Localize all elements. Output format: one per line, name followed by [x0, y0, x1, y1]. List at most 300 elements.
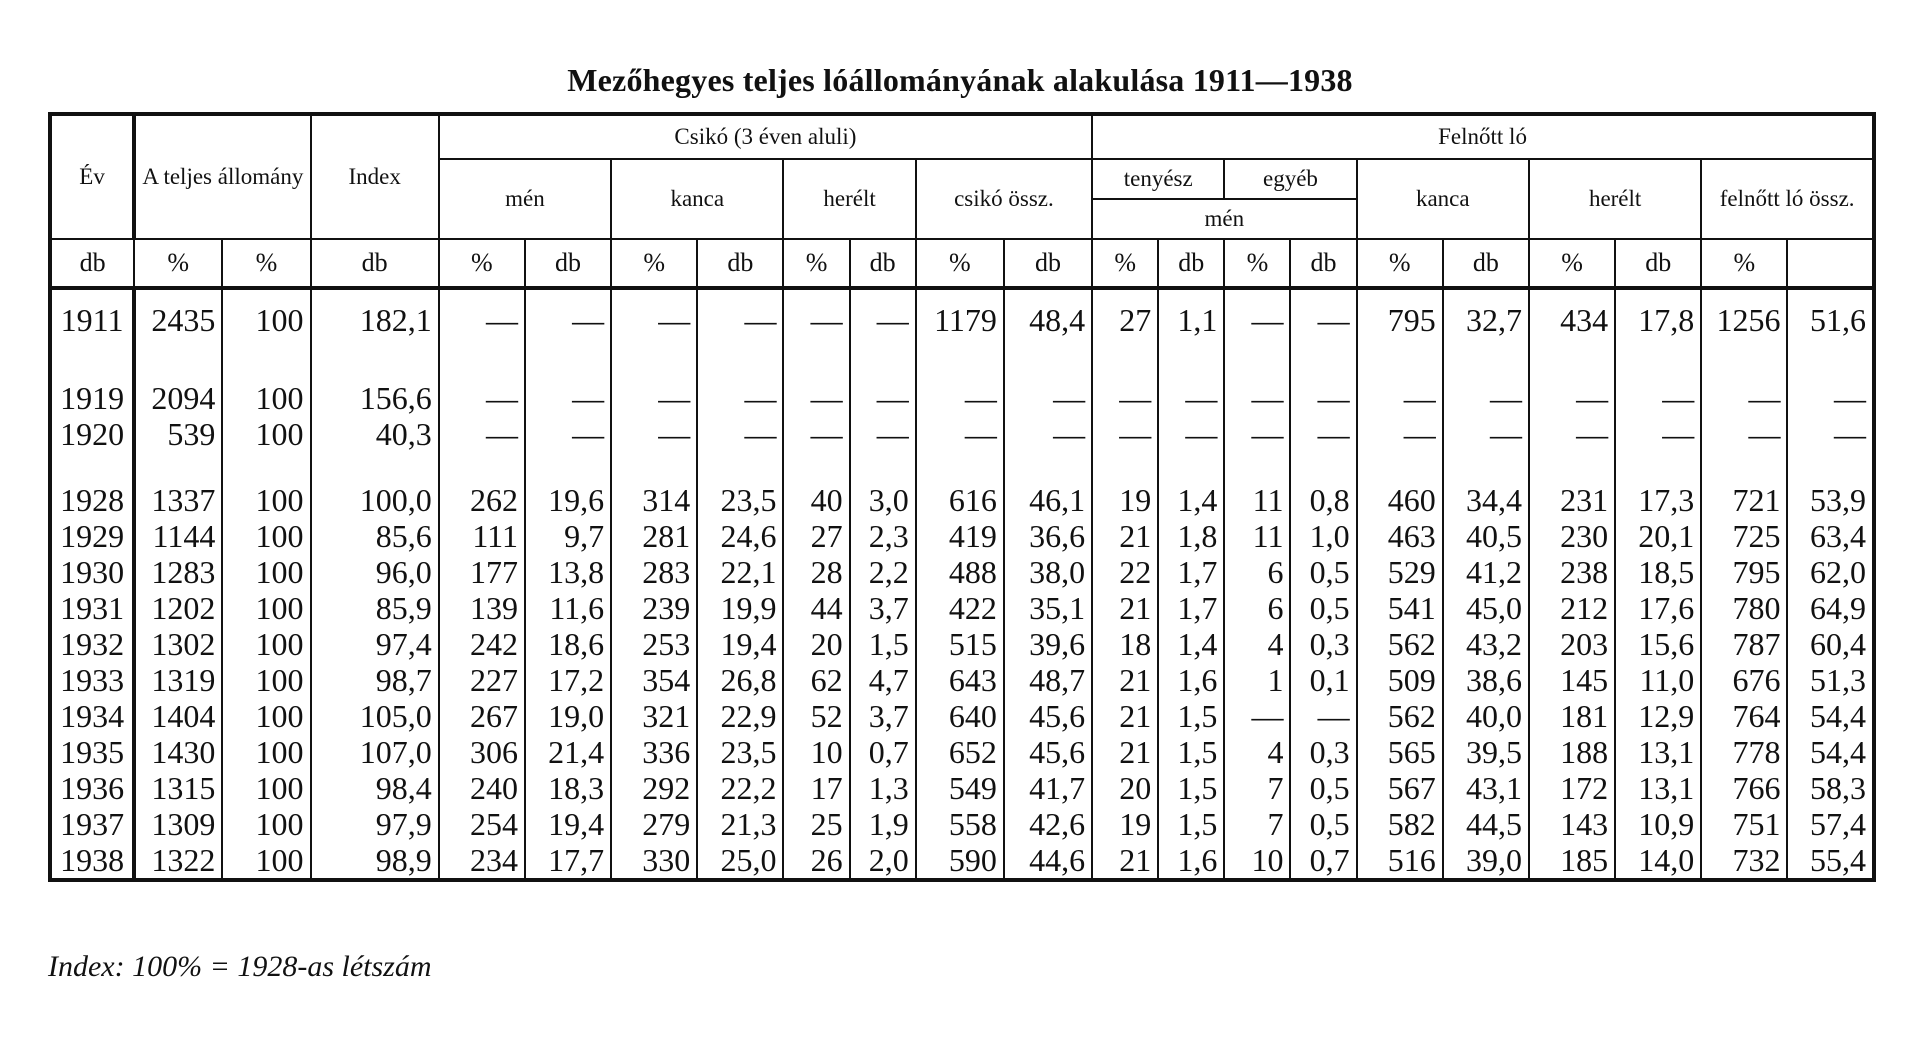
table-row	[50, 380, 1874, 416]
table-row	[50, 698, 1874, 734]
table-cell: 156,6	[311, 380, 439, 416]
table-cell: 23,5	[697, 482, 783, 518]
table-cell: 4,7	[850, 662, 916, 698]
table-cell: 100	[222, 770, 310, 806]
table-cell: —	[1158, 416, 1224, 452]
table-cell: 52	[783, 698, 849, 734]
table-cell: 35,1	[1004, 590, 1092, 626]
unit-header-cell: %	[783, 239, 849, 288]
year-cell: 1920	[50, 416, 134, 452]
table-cell: —	[1701, 416, 1787, 452]
table-cell: 100	[222, 842, 310, 880]
table-cell: 100	[222, 518, 310, 554]
table-cell: 21	[1092, 842, 1158, 880]
table-cell: 1319	[134, 662, 222, 698]
table-cell: —	[525, 380, 611, 416]
table-cell: 3,7	[850, 698, 916, 734]
table-cell: 20,1	[1615, 518, 1701, 554]
unit-header-cell: db	[525, 239, 611, 288]
unit-header-cell: %	[134, 239, 222, 288]
table-cell: 1337	[134, 482, 222, 518]
table-cell: 38,6	[1443, 662, 1529, 698]
table-cell: 19	[1092, 482, 1158, 518]
table-cell: 780	[1701, 590, 1787, 626]
table-cell: —	[850, 380, 916, 416]
table-cell: 3,7	[850, 590, 916, 626]
header-egyeb: egyéb	[1224, 159, 1356, 199]
year-cell: 1929	[50, 518, 134, 554]
table-cell: 40,0	[1443, 698, 1529, 734]
table-cell: —	[525, 416, 611, 452]
unit-header-cell: %	[611, 239, 697, 288]
table-cell: 281	[611, 518, 697, 554]
header-csiko: Csikó (3 éven aluli)	[439, 114, 1092, 159]
table-cell: 27	[1092, 288, 1158, 350]
unit-header-cell: %	[1701, 239, 1787, 288]
year-cell: 1931	[50, 590, 134, 626]
table-cell: 17,2	[525, 662, 611, 698]
table-cell: 0,5	[1290, 806, 1356, 842]
table-cell: 100	[222, 482, 310, 518]
table-cell: 354	[611, 662, 697, 698]
table-cell: 11	[1224, 518, 1290, 554]
table-cell: 13,1	[1615, 734, 1701, 770]
table-cell: 1,4	[1158, 626, 1224, 662]
table-row	[50, 626, 1874, 662]
table-cell: 267	[439, 698, 525, 734]
table-cell: 100	[222, 662, 310, 698]
table-cell: 1,3	[850, 770, 916, 806]
table-cell: —	[916, 380, 1004, 416]
table-cell: 787	[1701, 626, 1787, 662]
table-cell: 766	[1701, 770, 1787, 806]
table-cell: 48,4	[1004, 288, 1092, 350]
table-cell: 565	[1357, 734, 1443, 770]
table-cell: 562	[1357, 626, 1443, 662]
table-cell: —	[525, 288, 611, 350]
table-cell: 590	[916, 842, 1004, 880]
table-cell: 21,4	[525, 734, 611, 770]
table-cell: 306	[439, 734, 525, 770]
table-cell: —	[850, 288, 916, 350]
table-cell: 100	[222, 416, 310, 452]
table-cell: 143	[1529, 806, 1615, 842]
table-cell: —	[1224, 380, 1290, 416]
table-cell: 516	[1357, 842, 1443, 880]
table-cell: 44,6	[1004, 842, 1092, 880]
table-cell: 283	[611, 554, 697, 590]
table-cell: —	[439, 380, 525, 416]
table-cell: —	[611, 288, 697, 350]
table-cell: 22,9	[697, 698, 783, 734]
table-cell: —	[1224, 698, 1290, 734]
table-cell: 172	[1529, 770, 1615, 806]
table-cell: 54,4	[1787, 734, 1874, 770]
table-cell: —	[1529, 380, 1615, 416]
table-cell: 45,6	[1004, 698, 1092, 734]
table-cell: 1315	[134, 770, 222, 806]
table-cell: 1,4	[1158, 482, 1224, 518]
table-cell: 85,9	[311, 590, 439, 626]
table-cell: 9,7	[525, 518, 611, 554]
table-cell: 721	[1701, 482, 1787, 518]
table-cell: —	[1004, 416, 1092, 452]
table-cell: 21	[1092, 662, 1158, 698]
spacer-row	[50, 452, 1874, 482]
unit-header-cell: db	[1158, 239, 1224, 288]
table-cell: —	[1224, 288, 1290, 350]
table-cell: 100	[222, 380, 310, 416]
table-cell: 36,6	[1004, 518, 1092, 554]
table-cell: 238	[1529, 554, 1615, 590]
header-felnott-men: mén	[1092, 199, 1357, 239]
table-cell: 53,9	[1787, 482, 1874, 518]
table-cell: 13,8	[525, 554, 611, 590]
table-cell: 43,2	[1443, 626, 1529, 662]
table-cell: 562	[1357, 698, 1443, 734]
table-cell: 177	[439, 554, 525, 590]
table-cell: 515	[916, 626, 1004, 662]
table-cell: 764	[1701, 698, 1787, 734]
year-cell: 1928	[50, 482, 134, 518]
table-cell: 63,4	[1787, 518, 1874, 554]
table-cell: 12,9	[1615, 698, 1701, 734]
table-cell: 98,7	[311, 662, 439, 698]
table-cell: 253	[611, 626, 697, 662]
table-cell: 6	[1224, 590, 1290, 626]
header-csiko-men: mén	[439, 159, 611, 239]
table-cell: —	[439, 416, 525, 452]
table-cell: —	[1787, 380, 1874, 416]
table-cell: 41,2	[1443, 554, 1529, 590]
table-cell: 21	[1092, 698, 1158, 734]
table-cell: 279	[611, 806, 697, 842]
table-cell: 145	[1529, 662, 1615, 698]
table-cell: 41,7	[1004, 770, 1092, 806]
unit-header-cell: %	[439, 239, 525, 288]
table-cell: 0,5	[1290, 770, 1356, 806]
table-cell: 2,2	[850, 554, 916, 590]
table-cell: 2,3	[850, 518, 916, 554]
table-cell: —	[916, 416, 1004, 452]
table-cell: 1,5	[850, 626, 916, 662]
header-ev: Év	[50, 114, 134, 239]
table-cell: 26,8	[697, 662, 783, 698]
table-cell: 100	[222, 590, 310, 626]
table-cell: 529	[1357, 554, 1443, 590]
table-cell: —	[783, 288, 849, 350]
table-cell: 22,2	[697, 770, 783, 806]
table-cell: 539	[134, 416, 222, 452]
table-cell: 17,7	[525, 842, 611, 880]
table-cell: 100	[222, 698, 310, 734]
table-row	[50, 770, 1874, 806]
table-cell: 314	[611, 482, 697, 518]
header-felnott-herelt: herélt	[1529, 159, 1701, 239]
table-cell: 51,3	[1787, 662, 1874, 698]
table-cell: 11	[1224, 482, 1290, 518]
header-csiko-herelt: herélt	[783, 159, 915, 239]
table-cell: 6	[1224, 554, 1290, 590]
table-cell: —	[1290, 288, 1356, 350]
table-cell: 240	[439, 770, 525, 806]
table-cell: 1322	[134, 842, 222, 880]
header-csiko-ossz: csikó össz.	[916, 159, 1092, 239]
table-cell: 18,3	[525, 770, 611, 806]
unit-header-cell: db	[1290, 239, 1356, 288]
unit-header-cell: %	[916, 239, 1004, 288]
table-cell: 45,6	[1004, 734, 1092, 770]
table-cell: 40,3	[311, 416, 439, 452]
table-cell: —	[697, 416, 783, 452]
table-cell: 17,6	[1615, 590, 1701, 626]
table-cell: 54,4	[1787, 698, 1874, 734]
table-cell: 17,3	[1615, 482, 1701, 518]
table-cell: 39,6	[1004, 626, 1092, 662]
table-cell: 2435	[134, 288, 222, 350]
unit-header-cell: db	[1443, 239, 1529, 288]
table-cell: 725	[1701, 518, 1787, 554]
table-cell: 34,4	[1443, 482, 1529, 518]
header-teljes-allomany: A teljes állomány	[134, 114, 310, 239]
table-cell: 139	[439, 590, 525, 626]
table-cell: 17,8	[1615, 288, 1701, 350]
table-cell: 643	[916, 662, 1004, 698]
table-cell: 541	[1357, 590, 1443, 626]
table-cell: —	[1004, 380, 1092, 416]
table-cell: 0,3	[1290, 626, 1356, 662]
table-cell: 185	[1529, 842, 1615, 880]
table-cell: —	[1443, 416, 1529, 452]
table-cell: 60,4	[1787, 626, 1874, 662]
table-cell: 1202	[134, 590, 222, 626]
table-cell: 46,1	[1004, 482, 1092, 518]
table-cell: 0,3	[1290, 734, 1356, 770]
table-cell: 100,0	[311, 482, 439, 518]
table-cell: —	[1290, 380, 1356, 416]
unit-header-cell: db	[50, 239, 134, 288]
table-cell: 57,4	[1787, 806, 1874, 842]
table-cell: 20	[783, 626, 849, 662]
table-cell: 39,0	[1443, 842, 1529, 880]
table-cell: 4	[1224, 626, 1290, 662]
table-cell: 25	[783, 806, 849, 842]
table-cell: 778	[1701, 734, 1787, 770]
table-cell: 19,9	[697, 590, 783, 626]
table-cell: 1,8	[1158, 518, 1224, 554]
year-cell: 1932	[50, 626, 134, 662]
table-cell: 45,0	[1443, 590, 1529, 626]
table-cell: 18	[1092, 626, 1158, 662]
table-row	[50, 590, 1874, 626]
horse-stock-table	[48, 112, 1876, 882]
table-cell: —	[783, 416, 849, 452]
table-cell: 1144	[134, 518, 222, 554]
table-cell: 18,6	[525, 626, 611, 662]
table-cell: —	[611, 416, 697, 452]
table-cell: —	[1357, 416, 1443, 452]
table-cell: —	[783, 380, 849, 416]
table-cell: 21	[1092, 734, 1158, 770]
table-cell: 19,4	[697, 626, 783, 662]
table-row	[50, 288, 1874, 350]
table-row	[50, 842, 1874, 880]
table-cell: 38,0	[1004, 554, 1092, 590]
table-cell: 111	[439, 518, 525, 554]
table-cell: 26	[783, 842, 849, 880]
year-cell: 1938	[50, 842, 134, 880]
table-cell: 1,0	[1290, 518, 1356, 554]
table-cell: 231	[1529, 482, 1615, 518]
table-cell: 330	[611, 842, 697, 880]
table-cell: 10	[783, 734, 849, 770]
table-cell: 1,5	[1158, 734, 1224, 770]
header-felnott: Felnőtt ló	[1092, 114, 1874, 159]
table-cell: 40,5	[1443, 518, 1529, 554]
table-cell: 640	[916, 698, 1004, 734]
year-cell: 1933	[50, 662, 134, 698]
table-cell: 227	[439, 662, 525, 698]
table-cell: —	[697, 380, 783, 416]
table-cell: 19,6	[525, 482, 611, 518]
table-row	[50, 806, 1874, 842]
table-cell: 22	[1092, 554, 1158, 590]
table-cell: 48,7	[1004, 662, 1092, 698]
table-cell: —	[1092, 380, 1158, 416]
table-cell: 11,6	[525, 590, 611, 626]
table-cell: —	[850, 416, 916, 452]
year-cell: 1935	[50, 734, 134, 770]
table-cell: 1	[1224, 662, 1290, 698]
table-cell: 4	[1224, 734, 1290, 770]
table-cell: 15,6	[1615, 626, 1701, 662]
table-row	[50, 554, 1874, 590]
table-cell: 795	[1701, 554, 1787, 590]
table-cell: 19	[1092, 806, 1158, 842]
table-cell: 100	[222, 734, 310, 770]
table-cell: 558	[916, 806, 1004, 842]
table-title: Mezőhegyes teljes lóállományának alakulása 1911—1938	[567, 62, 1353, 98]
table-cell: 1430	[134, 734, 222, 770]
table-cell: —	[611, 380, 697, 416]
table-cell: 419	[916, 518, 1004, 554]
table-cell: 11,0	[1615, 662, 1701, 698]
table-cell: 239	[611, 590, 697, 626]
table-cell: 203	[1529, 626, 1615, 662]
table-cell: 1,5	[1158, 806, 1224, 842]
table-cell: 105,0	[311, 698, 439, 734]
year-cell: 1930	[50, 554, 134, 590]
table-cell: 0,7	[850, 734, 916, 770]
table-cell: 230	[1529, 518, 1615, 554]
table-cell: 652	[916, 734, 1004, 770]
header-csiko-kanca: kanca	[611, 159, 783, 239]
table-cell: —	[1443, 380, 1529, 416]
unit-header-cell: db	[311, 239, 439, 288]
table-cell: 0,8	[1290, 482, 1356, 518]
unit-header-cell: %	[222, 239, 310, 288]
table-cell: 32,7	[1443, 288, 1529, 350]
table-cell: —	[1357, 380, 1443, 416]
table-cell: 20	[1092, 770, 1158, 806]
unit-header-cell: db	[1615, 239, 1701, 288]
table-cell: 549	[916, 770, 1004, 806]
table-cell: 44,5	[1443, 806, 1529, 842]
table-cell: 181	[1529, 698, 1615, 734]
table-cell: 24,6	[697, 518, 783, 554]
table-cell: 1302	[134, 626, 222, 662]
table-cell: 732	[1701, 842, 1787, 880]
table-cell: 1,9	[850, 806, 916, 842]
table-cell: 509	[1357, 662, 1443, 698]
table-cell: 188	[1529, 734, 1615, 770]
table-cell: 1,7	[1158, 554, 1224, 590]
table-cell: 21,3	[697, 806, 783, 842]
year-cell: 1937	[50, 806, 134, 842]
table-cell: 0,5	[1290, 554, 1356, 590]
table-cell: 19,0	[525, 698, 611, 734]
table-cell: 616	[916, 482, 1004, 518]
table-cell: —	[1701, 380, 1787, 416]
table-cell: 62,0	[1787, 554, 1874, 590]
table-cell: 321	[611, 698, 697, 734]
header-felnott-kanca: kanca	[1357, 159, 1529, 239]
table-cell: 212	[1529, 590, 1615, 626]
table-cell: 460	[1357, 482, 1443, 518]
table-cell: 1283	[134, 554, 222, 590]
table-row	[50, 662, 1874, 698]
table-cell: 25,0	[697, 842, 783, 880]
table-cell: 234	[439, 842, 525, 880]
year-cell: 1919	[50, 380, 134, 416]
table-cell: 1,5	[1158, 698, 1224, 734]
table-row	[50, 416, 1874, 452]
table-cell: 434	[1529, 288, 1615, 350]
table-cell: 51,6	[1787, 288, 1874, 350]
table-cell: 463	[1357, 518, 1443, 554]
table-cell: 292	[611, 770, 697, 806]
table-cell: 751	[1701, 806, 1787, 842]
table-row	[50, 482, 1874, 518]
table-cell: 96,0	[311, 554, 439, 590]
table-cell: 43,1	[1443, 770, 1529, 806]
footnote: Index: 100% = 1928-as létszám	[48, 950, 432, 983]
year-cell: 1911	[50, 288, 134, 350]
table-cell: —	[1615, 380, 1701, 416]
table-cell: 19,4	[525, 806, 611, 842]
table-cell: 13,1	[1615, 770, 1701, 806]
table-cell: 0,7	[1290, 842, 1356, 880]
table-cell: —	[439, 288, 525, 350]
table-cell: 14,0	[1615, 842, 1701, 880]
table-cell: 62	[783, 662, 849, 698]
table-cell: 0,5	[1290, 590, 1356, 626]
table-cell: 1309	[134, 806, 222, 842]
table-cell: 28	[783, 554, 849, 590]
table-cell: —	[1290, 416, 1356, 452]
table-cell: 567	[1357, 770, 1443, 806]
table-cell: 42,6	[1004, 806, 1092, 842]
table-cell: 100	[222, 626, 310, 662]
table-cell: 107,0	[311, 734, 439, 770]
table-cell: 488	[916, 554, 1004, 590]
unit-header-cell: %	[1529, 239, 1615, 288]
header-tenyesz: tenyész	[1092, 159, 1224, 199]
unit-header-cell: db	[697, 239, 783, 288]
table-cell: —	[697, 288, 783, 350]
table-cell: —	[1615, 416, 1701, 452]
header-felnott-ossz: felnőtt ló össz.	[1701, 159, 1874, 239]
